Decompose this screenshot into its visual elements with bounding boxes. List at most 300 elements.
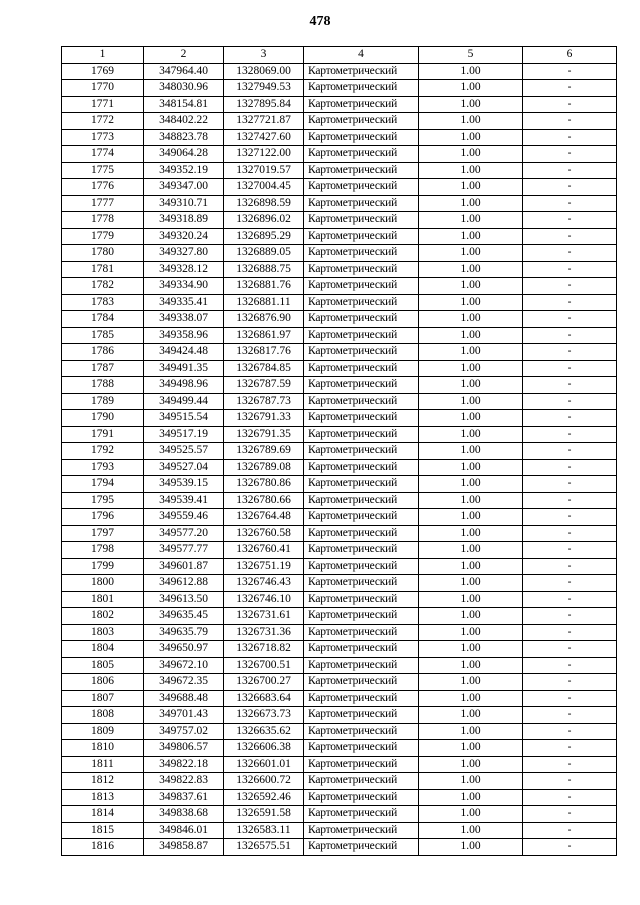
y-coordinate-cell: 1326760.58 bbox=[224, 525, 304, 542]
y-coordinate-cell: 1326575.51 bbox=[224, 839, 304, 856]
point-number-cell: 1784 bbox=[62, 311, 144, 328]
method-cell: Картометрический bbox=[304, 657, 419, 674]
x-coordinate-cell: 349635.79 bbox=[144, 624, 224, 641]
x-coordinate-cell: 349064.28 bbox=[144, 146, 224, 163]
x-coordinate-cell: 348402.22 bbox=[144, 113, 224, 130]
note-cell: - bbox=[523, 443, 617, 460]
point-number-cell: 1782 bbox=[62, 278, 144, 295]
x-coordinate-cell: 349846.01 bbox=[144, 822, 224, 839]
x-coordinate-cell: 349837.61 bbox=[144, 789, 224, 806]
table-row bbox=[62, 443, 617, 460]
note-cell: - bbox=[523, 195, 617, 212]
y-coordinate-cell: 1326789.69 bbox=[224, 443, 304, 460]
page-number: 478 bbox=[309, 14, 331, 29]
y-coordinate-cell: 1326876.90 bbox=[224, 311, 304, 328]
table-row bbox=[62, 179, 617, 196]
y-coordinate-cell: 1326601.01 bbox=[224, 756, 304, 773]
note-cell: - bbox=[523, 327, 617, 344]
method-cell: Картометрический bbox=[304, 624, 419, 641]
table-row bbox=[62, 327, 617, 344]
note-cell: - bbox=[523, 294, 617, 311]
x-coordinate-cell: 349334.90 bbox=[144, 278, 224, 295]
y-coordinate-cell: 1326787.73 bbox=[224, 393, 304, 410]
table-row bbox=[62, 509, 617, 526]
table-row bbox=[62, 344, 617, 361]
column-header-2: 2 bbox=[144, 47, 224, 64]
point-number-cell: 1811 bbox=[62, 756, 144, 773]
method-cell: Картометрический bbox=[304, 294, 419, 311]
x-coordinate-cell: 349806.57 bbox=[144, 740, 224, 757]
method-cell: Картометрический bbox=[304, 558, 419, 575]
accuracy-cell: 1.00 bbox=[419, 261, 523, 278]
y-coordinate-cell: 1327949.53 bbox=[224, 80, 304, 97]
note-cell: - bbox=[523, 509, 617, 526]
point-number-cell: 1801 bbox=[62, 591, 144, 608]
accuracy-cell: 1.00 bbox=[419, 525, 523, 542]
note-cell: - bbox=[523, 822, 617, 839]
accuracy-cell: 1.00 bbox=[419, 509, 523, 526]
table-row bbox=[62, 162, 617, 179]
x-coordinate-cell: 349327.80 bbox=[144, 245, 224, 262]
method-cell: Картометрический bbox=[304, 410, 419, 427]
table-row bbox=[62, 558, 617, 575]
method-cell: Картометрический bbox=[304, 806, 419, 823]
y-coordinate-cell: 1327721.87 bbox=[224, 113, 304, 130]
accuracy-cell: 1.00 bbox=[419, 80, 523, 97]
table-row bbox=[62, 591, 617, 608]
x-coordinate-cell: 349672.10 bbox=[144, 657, 224, 674]
note-cell: - bbox=[523, 63, 617, 80]
method-cell: Картометрический bbox=[304, 608, 419, 625]
x-coordinate-cell: 349424.48 bbox=[144, 344, 224, 361]
table-row bbox=[62, 525, 617, 542]
x-coordinate-cell: 349517.19 bbox=[144, 426, 224, 443]
x-coordinate-cell: 349650.97 bbox=[144, 641, 224, 658]
point-number-cell: 1779 bbox=[62, 228, 144, 245]
y-coordinate-cell: 1326784.85 bbox=[224, 360, 304, 377]
point-number-cell: 1773 bbox=[62, 129, 144, 146]
point-number-cell: 1775 bbox=[62, 162, 144, 179]
x-coordinate-cell: 349498.96 bbox=[144, 377, 224, 394]
note-cell: - bbox=[523, 96, 617, 113]
x-coordinate-cell: 347964.40 bbox=[144, 63, 224, 80]
accuracy-cell: 1.00 bbox=[419, 179, 523, 196]
note-cell: - bbox=[523, 377, 617, 394]
accuracy-cell: 1.00 bbox=[419, 212, 523, 229]
note-cell: - bbox=[523, 492, 617, 509]
accuracy-cell: 1.00 bbox=[419, 327, 523, 344]
point-number-cell: 1780 bbox=[62, 245, 144, 262]
method-cell: Картометрический bbox=[304, 393, 419, 410]
point-number-cell: 1815 bbox=[62, 822, 144, 839]
method-cell: Картометрический bbox=[304, 839, 419, 856]
accuracy-cell: 1.00 bbox=[419, 113, 523, 130]
note-cell: - bbox=[523, 278, 617, 295]
x-coordinate-cell: 349757.02 bbox=[144, 723, 224, 740]
method-cell: Картометрический bbox=[304, 327, 419, 344]
table-row bbox=[62, 492, 617, 509]
y-coordinate-cell: 1326791.35 bbox=[224, 426, 304, 443]
point-number-cell: 1795 bbox=[62, 492, 144, 509]
method-cell: Картометрический bbox=[304, 575, 419, 592]
method-cell: Картометрический bbox=[304, 212, 419, 229]
method-cell: Картометрический bbox=[304, 146, 419, 163]
point-number-cell: 1812 bbox=[62, 773, 144, 790]
method-cell: Картометрический bbox=[304, 674, 419, 691]
table-header-row bbox=[62, 47, 617, 64]
method-cell: Картометрический bbox=[304, 789, 419, 806]
x-coordinate-cell: 349858.87 bbox=[144, 839, 224, 856]
point-number-cell: 1797 bbox=[62, 525, 144, 542]
method-cell: Картометрический bbox=[304, 261, 419, 278]
note-cell: - bbox=[523, 476, 617, 493]
y-coordinate-cell: 1327019.57 bbox=[224, 162, 304, 179]
point-number-cell: 1778 bbox=[62, 212, 144, 229]
table-row bbox=[62, 245, 617, 262]
coordinates-table bbox=[61, 46, 617, 856]
y-coordinate-cell: 1327122.00 bbox=[224, 146, 304, 163]
method-cell: Картометрический bbox=[304, 773, 419, 790]
point-number-cell: 1805 bbox=[62, 657, 144, 674]
accuracy-cell: 1.00 bbox=[419, 773, 523, 790]
method-cell: Картометрический bbox=[304, 162, 419, 179]
y-coordinate-cell: 1326881.76 bbox=[224, 278, 304, 295]
point-number-cell: 1781 bbox=[62, 261, 144, 278]
note-cell: - bbox=[523, 129, 617, 146]
x-coordinate-cell: 349358.96 bbox=[144, 327, 224, 344]
method-cell: Картометрический bbox=[304, 278, 419, 295]
x-coordinate-cell: 349577.77 bbox=[144, 542, 224, 559]
y-coordinate-cell: 1326751.19 bbox=[224, 558, 304, 575]
table-row bbox=[62, 707, 617, 724]
note-cell: - bbox=[523, 657, 617, 674]
y-coordinate-cell: 1326787.59 bbox=[224, 377, 304, 394]
note-cell: - bbox=[523, 311, 617, 328]
x-coordinate-cell: 349328.12 bbox=[144, 261, 224, 278]
note-cell: - bbox=[523, 608, 617, 625]
table-row bbox=[62, 212, 617, 229]
x-coordinate-cell: 348823.78 bbox=[144, 129, 224, 146]
table-row bbox=[62, 278, 617, 295]
note-cell: - bbox=[523, 773, 617, 790]
table-row bbox=[62, 113, 617, 130]
accuracy-cell: 1.00 bbox=[419, 228, 523, 245]
accuracy-cell: 1.00 bbox=[419, 558, 523, 575]
note-cell: - bbox=[523, 113, 617, 130]
x-coordinate-cell: 349635.45 bbox=[144, 608, 224, 625]
method-cell: Картометрический bbox=[304, 756, 419, 773]
table-row bbox=[62, 146, 617, 163]
point-number-cell: 1814 bbox=[62, 806, 144, 823]
y-coordinate-cell: 1326731.61 bbox=[224, 608, 304, 625]
point-number-cell: 1777 bbox=[62, 195, 144, 212]
note-cell: - bbox=[523, 756, 617, 773]
x-coordinate-cell: 349335.41 bbox=[144, 294, 224, 311]
y-coordinate-cell: 1326683.64 bbox=[224, 690, 304, 707]
note-cell: - bbox=[523, 212, 617, 229]
y-coordinate-cell: 1326592.46 bbox=[224, 789, 304, 806]
table-row bbox=[62, 657, 617, 674]
table-row bbox=[62, 459, 617, 476]
accuracy-cell: 1.00 bbox=[419, 756, 523, 773]
note-cell: - bbox=[523, 806, 617, 823]
accuracy-cell: 1.00 bbox=[419, 443, 523, 460]
point-number-cell: 1813 bbox=[62, 789, 144, 806]
accuracy-cell: 1.00 bbox=[419, 707, 523, 724]
note-cell: - bbox=[523, 146, 617, 163]
table-row bbox=[62, 63, 617, 80]
y-coordinate-cell: 1326780.86 bbox=[224, 476, 304, 493]
point-number-cell: 1791 bbox=[62, 426, 144, 443]
point-number-cell: 1803 bbox=[62, 624, 144, 641]
accuracy-cell: 1.00 bbox=[419, 146, 523, 163]
column-header-4: 4 bbox=[304, 47, 419, 64]
method-cell: Картометрический bbox=[304, 542, 419, 559]
x-coordinate-cell: 349527.04 bbox=[144, 459, 224, 476]
accuracy-cell: 1.00 bbox=[419, 360, 523, 377]
note-cell: - bbox=[523, 591, 617, 608]
table-row bbox=[62, 806, 617, 823]
accuracy-cell: 1.00 bbox=[419, 195, 523, 212]
y-coordinate-cell: 1326718.82 bbox=[224, 641, 304, 658]
method-cell: Картометрический bbox=[304, 459, 419, 476]
point-number-cell: 1770 bbox=[62, 80, 144, 97]
column-header-1: 1 bbox=[62, 47, 144, 64]
y-coordinate-cell: 1326591.58 bbox=[224, 806, 304, 823]
method-cell: Картометрический bbox=[304, 723, 419, 740]
x-coordinate-cell: 349338.07 bbox=[144, 311, 224, 328]
y-coordinate-cell: 1326606.38 bbox=[224, 740, 304, 757]
point-number-cell: 1772 bbox=[62, 113, 144, 130]
note-cell: - bbox=[523, 740, 617, 757]
method-cell: Картометрический bbox=[304, 591, 419, 608]
point-number-cell: 1771 bbox=[62, 96, 144, 113]
accuracy-cell: 1.00 bbox=[419, 806, 523, 823]
point-number-cell: 1774 bbox=[62, 146, 144, 163]
method-cell: Картометрический bbox=[304, 195, 419, 212]
y-coordinate-cell: 1326861.97 bbox=[224, 327, 304, 344]
note-cell: - bbox=[523, 641, 617, 658]
note-cell: - bbox=[523, 228, 617, 245]
note-cell: - bbox=[523, 723, 617, 740]
table-body bbox=[62, 63, 617, 855]
x-coordinate-cell: 349701.43 bbox=[144, 707, 224, 724]
column-header-3: 3 bbox=[224, 47, 304, 64]
x-coordinate-cell: 349515.54 bbox=[144, 410, 224, 427]
table-row bbox=[62, 410, 617, 427]
method-cell: Картометрический bbox=[304, 63, 419, 80]
method-cell: Картометрический bbox=[304, 344, 419, 361]
note-cell: - bbox=[523, 360, 617, 377]
x-coordinate-cell: 349491.35 bbox=[144, 360, 224, 377]
x-coordinate-cell: 349822.83 bbox=[144, 773, 224, 790]
point-number-cell: 1807 bbox=[62, 690, 144, 707]
note-cell: - bbox=[523, 344, 617, 361]
y-coordinate-cell: 1326764.48 bbox=[224, 509, 304, 526]
note-cell: - bbox=[523, 542, 617, 559]
y-coordinate-cell: 1326789.08 bbox=[224, 459, 304, 476]
table-row bbox=[62, 789, 617, 806]
note-cell: - bbox=[523, 690, 617, 707]
point-number-cell: 1804 bbox=[62, 641, 144, 658]
note-cell: - bbox=[523, 245, 617, 262]
method-cell: Картометрический bbox=[304, 740, 419, 757]
note-cell: - bbox=[523, 624, 617, 641]
accuracy-cell: 1.00 bbox=[419, 789, 523, 806]
point-number-cell: 1799 bbox=[62, 558, 144, 575]
y-coordinate-cell: 1326895.29 bbox=[224, 228, 304, 245]
table-row bbox=[62, 261, 617, 278]
accuracy-cell: 1.00 bbox=[419, 575, 523, 592]
table-row bbox=[62, 624, 617, 641]
table-row bbox=[62, 674, 617, 691]
accuracy-cell: 1.00 bbox=[419, 608, 523, 625]
x-coordinate-cell: 349838.68 bbox=[144, 806, 224, 823]
y-coordinate-cell: 1326731.36 bbox=[224, 624, 304, 641]
accuracy-cell: 1.00 bbox=[419, 344, 523, 361]
accuracy-cell: 1.00 bbox=[419, 492, 523, 509]
x-coordinate-cell: 349612.88 bbox=[144, 575, 224, 592]
x-coordinate-cell: 349601.87 bbox=[144, 558, 224, 575]
accuracy-cell: 1.00 bbox=[419, 641, 523, 658]
y-coordinate-cell: 1326780.66 bbox=[224, 492, 304, 509]
accuracy-cell: 1.00 bbox=[419, 542, 523, 559]
note-cell: - bbox=[523, 525, 617, 542]
accuracy-cell: 1.00 bbox=[419, 129, 523, 146]
x-coordinate-cell: 349672.35 bbox=[144, 674, 224, 691]
accuracy-cell: 1.00 bbox=[419, 740, 523, 757]
x-coordinate-cell: 349310.71 bbox=[144, 195, 224, 212]
table-row bbox=[62, 608, 617, 625]
point-number-cell: 1794 bbox=[62, 476, 144, 493]
column-header-5: 5 bbox=[419, 47, 523, 64]
method-cell: Картометрический bbox=[304, 179, 419, 196]
table-row bbox=[62, 80, 617, 97]
point-number-cell: 1809 bbox=[62, 723, 144, 740]
point-number-cell: 1798 bbox=[62, 542, 144, 559]
accuracy-cell: 1.00 bbox=[419, 459, 523, 476]
table-row bbox=[62, 641, 617, 658]
note-cell: - bbox=[523, 393, 617, 410]
y-coordinate-cell: 1326700.27 bbox=[224, 674, 304, 691]
table-row bbox=[62, 756, 617, 773]
accuracy-cell: 1.00 bbox=[419, 657, 523, 674]
point-number-cell: 1789 bbox=[62, 393, 144, 410]
table-row bbox=[62, 195, 617, 212]
method-cell: Картометрический bbox=[304, 245, 419, 262]
accuracy-cell: 1.00 bbox=[419, 278, 523, 295]
x-coordinate-cell: 349525.57 bbox=[144, 443, 224, 460]
y-coordinate-cell: 1326600.72 bbox=[224, 773, 304, 790]
y-coordinate-cell: 1326898.59 bbox=[224, 195, 304, 212]
table-row bbox=[62, 822, 617, 839]
point-number-cell: 1790 bbox=[62, 410, 144, 427]
x-coordinate-cell: 349352.19 bbox=[144, 162, 224, 179]
point-number-cell: 1802 bbox=[62, 608, 144, 625]
y-coordinate-cell: 1327895.84 bbox=[224, 96, 304, 113]
accuracy-cell: 1.00 bbox=[419, 96, 523, 113]
note-cell: - bbox=[523, 707, 617, 724]
table-row bbox=[62, 228, 617, 245]
y-coordinate-cell: 1326673.73 bbox=[224, 707, 304, 724]
method-cell: Картометрический bbox=[304, 377, 419, 394]
accuracy-cell: 1.00 bbox=[419, 245, 523, 262]
method-cell: Картометрический bbox=[304, 509, 419, 526]
accuracy-cell: 1.00 bbox=[419, 591, 523, 608]
point-number-cell: 1800 bbox=[62, 575, 144, 592]
point-number-cell: 1787 bbox=[62, 360, 144, 377]
accuracy-cell: 1.00 bbox=[419, 674, 523, 691]
method-cell: Картометрический bbox=[304, 707, 419, 724]
method-cell: Картометрический bbox=[304, 228, 419, 245]
note-cell: - bbox=[523, 839, 617, 856]
table-row bbox=[62, 96, 617, 113]
y-coordinate-cell: 1327004.45 bbox=[224, 179, 304, 196]
x-coordinate-cell: 349539.15 bbox=[144, 476, 224, 493]
accuracy-cell: 1.00 bbox=[419, 723, 523, 740]
note-cell: - bbox=[523, 410, 617, 427]
accuracy-cell: 1.00 bbox=[419, 410, 523, 427]
note-cell: - bbox=[523, 674, 617, 691]
table-row bbox=[62, 129, 617, 146]
note-cell: - bbox=[523, 789, 617, 806]
point-number-cell: 1808 bbox=[62, 707, 144, 724]
point-number-cell: 1788 bbox=[62, 377, 144, 394]
table-row bbox=[62, 542, 617, 559]
table-row bbox=[62, 690, 617, 707]
method-cell: Картометрический bbox=[304, 80, 419, 97]
y-coordinate-cell: 1326817.76 bbox=[224, 344, 304, 361]
point-number-cell: 1785 bbox=[62, 327, 144, 344]
x-coordinate-cell: 349613.50 bbox=[144, 591, 224, 608]
y-coordinate-cell: 1326760.41 bbox=[224, 542, 304, 559]
method-cell: Картометрический bbox=[304, 492, 419, 509]
table-row bbox=[62, 311, 617, 328]
note-cell: - bbox=[523, 261, 617, 278]
y-coordinate-cell: 1326889.05 bbox=[224, 245, 304, 262]
y-coordinate-cell: 1326635.62 bbox=[224, 723, 304, 740]
table-row bbox=[62, 426, 617, 443]
accuracy-cell: 1.00 bbox=[419, 294, 523, 311]
y-coordinate-cell: 1328069.00 bbox=[224, 63, 304, 80]
accuracy-cell: 1.00 bbox=[419, 162, 523, 179]
method-cell: Картометрический bbox=[304, 129, 419, 146]
accuracy-cell: 1.00 bbox=[419, 822, 523, 839]
point-number-cell: 1816 bbox=[62, 839, 144, 856]
point-number-cell: 1783 bbox=[62, 294, 144, 311]
table-row bbox=[62, 294, 617, 311]
accuracy-cell: 1.00 bbox=[419, 624, 523, 641]
table-row bbox=[62, 575, 617, 592]
method-cell: Картометрический bbox=[304, 641, 419, 658]
method-cell: Картометрический bbox=[304, 113, 419, 130]
x-coordinate-cell: 349822.18 bbox=[144, 756, 224, 773]
x-coordinate-cell: 348154.81 bbox=[144, 96, 224, 113]
x-coordinate-cell: 349577.20 bbox=[144, 525, 224, 542]
point-number-cell: 1793 bbox=[62, 459, 144, 476]
point-number-cell: 1776 bbox=[62, 179, 144, 196]
accuracy-cell: 1.00 bbox=[419, 63, 523, 80]
accuracy-cell: 1.00 bbox=[419, 426, 523, 443]
method-cell: Картометрический bbox=[304, 690, 419, 707]
table-row bbox=[62, 773, 617, 790]
y-coordinate-cell: 1327427.60 bbox=[224, 129, 304, 146]
x-coordinate-cell: 349688.48 bbox=[144, 690, 224, 707]
method-cell: Картометрический bbox=[304, 443, 419, 460]
accuracy-cell: 1.00 bbox=[419, 839, 523, 856]
method-cell: Картометрический bbox=[304, 525, 419, 542]
y-coordinate-cell: 1326881.11 bbox=[224, 294, 304, 311]
